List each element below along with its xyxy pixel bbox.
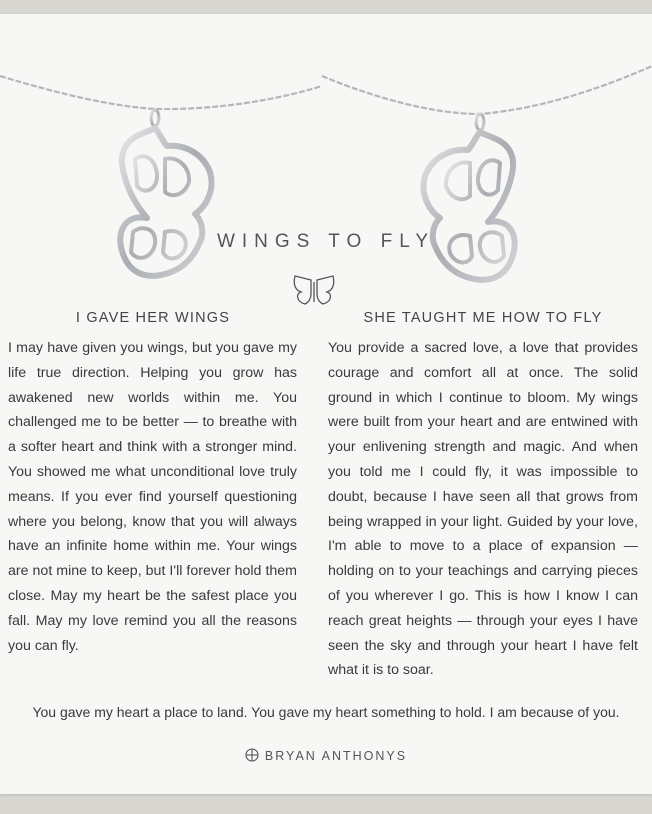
left-paragraph: I may have given you wings, but you gave my life true direction. Helping you grow has awakened new worlds within me. You challenged me to be better — to breathe with a softer heart and think with a stronger mind. You showed me what unconditional love truly means. If you ever find yourself questioning where you belong, know that you will always have an infinite home within me. Your wings are not mine to keep, but I'll forever hold them close. May my heart be the safest place you fall. May my love remind you all the reasons you can fly. xyxy=(8,340,297,654)
right-heading: SHE TAUGHT ME HOW TO FLY xyxy=(363,310,603,326)
brand-name: BRYAN ANTHONYS xyxy=(264,749,408,763)
butterfly-emblem-icon xyxy=(291,274,337,306)
card xyxy=(0,14,652,794)
right-paragraph: You provide a sacred love, a love that provides courage and comfort all at once. The solid ground in which I continue to bloom. My wings were built from your heart and are entwined with your enlivening strength and magic. And when you told me I could fly, it was impossible to doubt, because I have seen all that grows from being wrapped in your light. Guided by your love, I'm able to move to a place of expansion — holding on to your teachings and carrying pieces of you wherever I go. This is how I know I can reach great heights — through your eyes I have seen the sky and through your heart I have felt what it is to soar. xyxy=(328,340,638,679)
globe-icon xyxy=(245,748,259,762)
closing-line: You gave my heart a place to land. You gave my heart something to hold. I am because of you. xyxy=(32,704,620,720)
butterfly-pendant-right xyxy=(423,114,514,280)
left-heading: I GAVE HER WINGS xyxy=(75,310,231,326)
right-chain xyxy=(322,66,652,114)
necklaces-illustration xyxy=(0,14,652,314)
card-title: WINGS TO FLY xyxy=(216,231,436,252)
left-chain xyxy=(0,76,322,109)
brand-mark xyxy=(0,748,652,763)
